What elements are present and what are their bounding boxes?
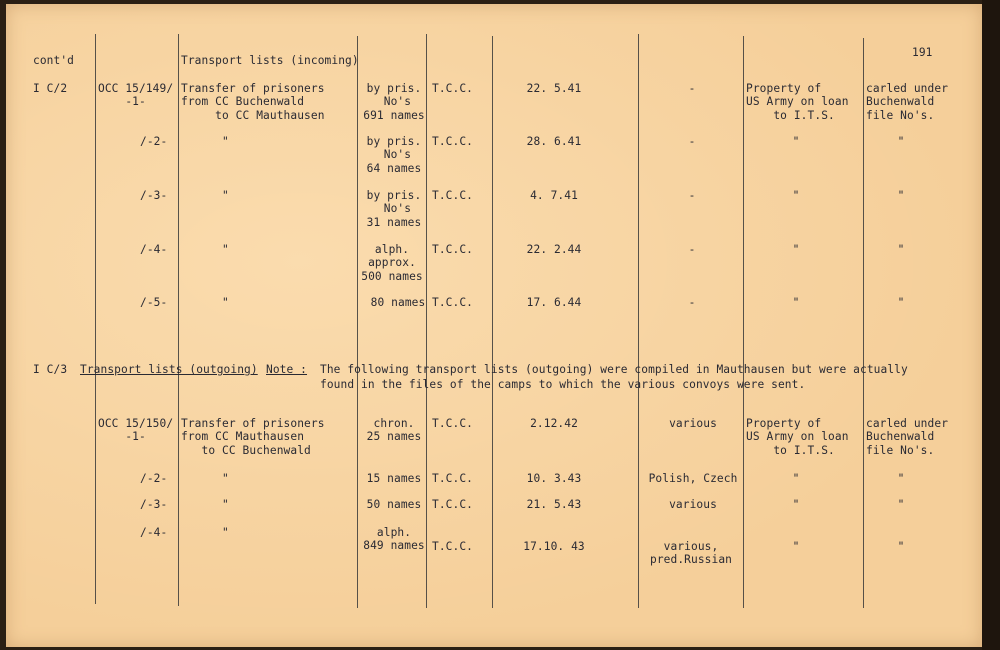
row-description: " xyxy=(222,243,229,256)
row-nationality: - xyxy=(688,82,696,95)
row-origin: T.C.C. xyxy=(432,296,474,309)
row-ownership: " xyxy=(792,189,800,202)
row-remarks: " xyxy=(897,498,905,511)
row-date: 28. 6.41 xyxy=(526,135,582,148)
row-origin: T.C.C. xyxy=(432,417,474,430)
section-code: I C/2 xyxy=(33,82,68,95)
scan-edge xyxy=(982,0,1000,650)
contd-label: cont'd xyxy=(33,54,75,67)
row-nationality: various xyxy=(669,417,717,430)
row-ref: /-2- xyxy=(140,135,168,148)
row-description: Transfer of prisoners from CC Mauthausen to CC Buchenwald xyxy=(181,417,325,457)
row-origin: T.C.C. xyxy=(432,135,474,148)
row-arrangement: by pris. No's 64 names xyxy=(366,135,422,175)
row-nationality: - xyxy=(688,189,696,202)
row-ref: OCC 15/149/ -1- xyxy=(98,82,174,109)
row-arrangement: by pris. No's 691 names xyxy=(363,82,425,122)
row-arrangement: alph. 849 names xyxy=(363,526,425,553)
row-ref: /-3- xyxy=(140,189,168,202)
column-rule xyxy=(638,34,639,608)
row-date: 22. 2.44 xyxy=(526,243,582,256)
row-remarks: " xyxy=(897,243,905,256)
row-origin: T.C.C. xyxy=(432,498,474,511)
row-arrangement: chron. 25 names xyxy=(366,417,422,444)
column-rule xyxy=(492,36,493,608)
row-remarks: " xyxy=(897,135,905,148)
row-arrangement: alph. approx. 500 names xyxy=(361,243,423,283)
row-remarks: carled under Buchenwald file No's. xyxy=(866,417,949,457)
row-nationality: - xyxy=(688,243,696,256)
header-title: Transport lists (incoming) xyxy=(181,54,359,67)
row-nationality: Polish, Czech xyxy=(648,472,738,485)
column-rule xyxy=(863,38,864,608)
note-text: found in the files of the camps to which the various convoys were sent. xyxy=(320,378,806,391)
row-remarks: carled under Buchenwald file No's. xyxy=(866,82,949,122)
row-ref: OCC 15/150/ -1- xyxy=(98,417,174,444)
row-description: " xyxy=(222,296,229,309)
column-rule xyxy=(178,34,179,606)
row-ownership: " xyxy=(792,135,800,148)
row-ownership: " xyxy=(792,498,800,511)
column-rule xyxy=(95,34,96,604)
row-description: " xyxy=(222,498,229,511)
note-label: Note : xyxy=(266,363,308,376)
row-remarks: " xyxy=(897,296,905,309)
row-date: 21. 5.43 xyxy=(526,498,582,511)
row-ref: /-4- xyxy=(140,243,168,256)
row-remarks: " xyxy=(897,540,905,553)
row-date: 17. 6.44 xyxy=(526,296,582,309)
row-date: 4. 7.41 xyxy=(530,189,578,202)
row-description: " xyxy=(222,526,229,539)
row-nationality: various xyxy=(669,498,717,511)
row-ref: /-2- xyxy=(140,472,168,485)
column-rule xyxy=(743,36,744,608)
row-origin: T.C.C. xyxy=(432,540,474,553)
row-description: " xyxy=(222,135,229,148)
row-description: Transfer of prisoners from CC Buchenwald to CC Mauthausen xyxy=(181,82,325,122)
row-description: " xyxy=(222,472,229,485)
row-remarks: " xyxy=(897,472,905,485)
row-ownership: " xyxy=(792,296,800,309)
row-ref: /-5- xyxy=(140,296,168,309)
column-rule xyxy=(357,36,358,608)
row-ref: /-4- xyxy=(140,526,168,539)
row-origin: T.C.C. xyxy=(432,243,474,256)
row-origin: T.C.C. xyxy=(432,82,474,95)
row-ownership: " xyxy=(792,243,800,256)
row-arrangement: 80 names xyxy=(370,296,426,309)
section-code: I C/3 xyxy=(33,363,68,376)
section-title: Transport lists (outgoing) xyxy=(80,363,258,376)
row-date: 2.12.42 xyxy=(530,417,578,430)
column-rule xyxy=(426,34,427,608)
row-nationality: various, pred.Russian xyxy=(649,540,733,567)
row-nationality: - xyxy=(688,296,696,309)
row-origin: T.C.C. xyxy=(432,189,474,202)
row-description: " xyxy=(222,189,229,202)
page-number: 191 xyxy=(912,46,933,59)
row-arrangement: 50 names xyxy=(366,498,422,511)
row-date: 22. 5.41 xyxy=(526,82,582,95)
row-ref: /-3- xyxy=(140,498,168,511)
row-date: 17.10. 43 xyxy=(523,540,585,553)
row-ownership: " xyxy=(792,540,800,553)
row-remarks: " xyxy=(897,189,905,202)
row-arrangement: 15 names xyxy=(366,472,422,485)
row-ownership: Property of US Army on loan to I.T.S. xyxy=(746,417,849,457)
note-text: The following transport lists (outgoing) were compiled in Mauthausen but were actually xyxy=(320,363,908,376)
row-arrangement: by pris. No's 31 names xyxy=(366,189,422,229)
row-ownership: Property of US Army on loan to I.T.S. xyxy=(746,82,849,122)
row-origin: T.C.C. xyxy=(432,472,474,485)
row-date: 10. 3.43 xyxy=(526,472,582,485)
row-nationality: - xyxy=(688,135,696,148)
row-ownership: " xyxy=(792,472,800,485)
